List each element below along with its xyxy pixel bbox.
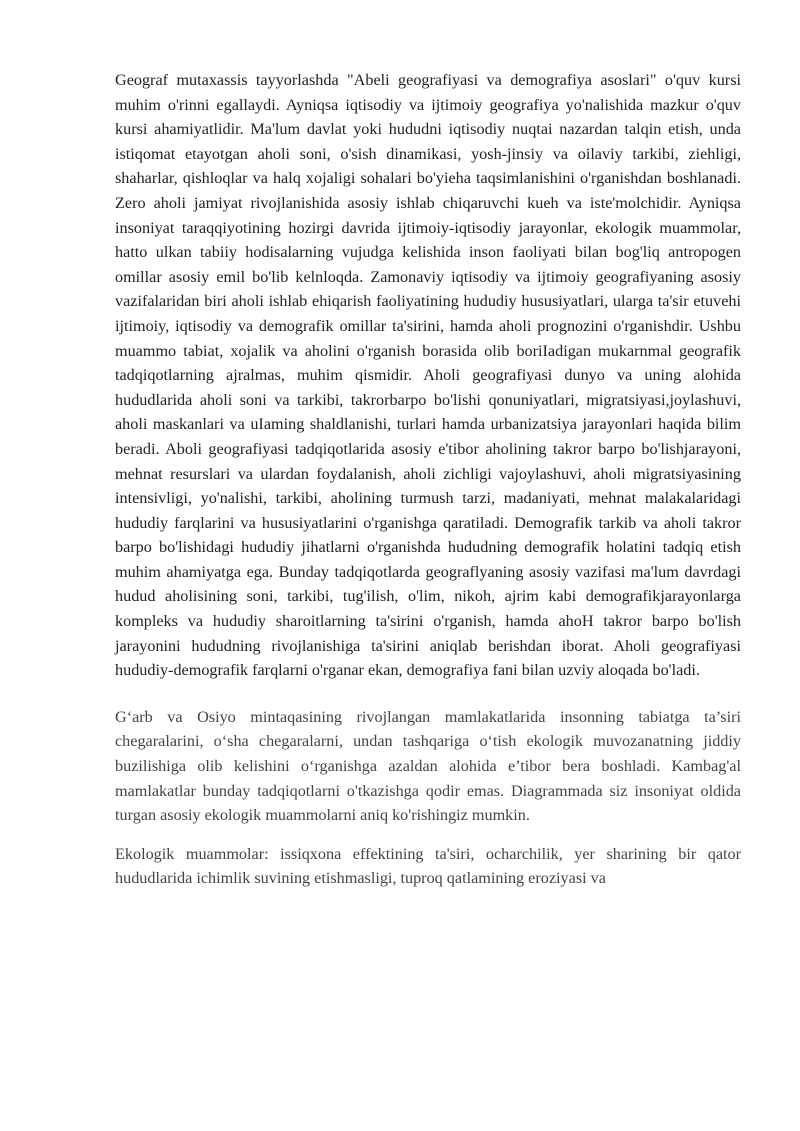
paragraph-population-geography: Geograf mutaxassis tayyorlashda "Abeli geografiyasi va demografiya asoslari" o'quv kursi muhim o'rinni egallaydi. Ayniqsa iqtisodiy va ijtimoiy geografiya yo'nalishida mazkur o'quv kursi ahamiyatlidir. Ma'lum davlat yoki hududni iqtisodiy nuqtai nazardan talqin etish, unda istiqomat etayotgan aholi soni, o'sish dinamikasi, yosh-jinsiy va oilaviy tarkibi, ziehligi, shaharlar, qishloqlar va halq xojaligi sohalari bo'yieha taqsimlanishini o'rganishdan boshlanadi. Zero aholi jamiyat rivojlanishida asosiy ishlab chiqaruvchi kueh va iste'molchidir. Ayniqsa insoniyat taraqqiyotining hozirgi davrida ijtimoiy-iqtisodiy jarayonlar, ekologik muammolar, hatto ulkan tabiiy hodisalarning vujudga kelishida inson faoliyati bilan bog'liq antropogen omillar asosiy emil bo'lib kelnloqda. Zamonaviy iqtisodiy va ijtimoiy geografiyaning asosiy vazifalaridan biri aholi ishlab ehiqarish faoliyatining hududiy hususiyatlari, ularga ta'sir etuvehi ijtimoiy, iqtisodiy va demografik omillar ta'sirini, hamda aholi prognozini o'rganishdir. Ushbu muammo tabiat, xojalik va aholini o'rganish borasida olib boriIadigan mukarnmal geografik tadqiqotlarning ajralmas, muhim qismidir. Aholi geografiyasi dunyo va uning alohida hududlarida aholi soni va tarkibi, takrorbarpo bo'lishi qonuniyatlari, migratsiyasi,joylashuvi, aholi maskanlari va uIaming shaldlanishi, turlari hamda urbanizatsiya jarayonlari haqida bilim beradi. Aboli geografiyasi tadqiqotlarida asosiy e'tibor aholining takror barpo bo'lishjarayoni, mehnat resurslari va ulardan foydalanish, aholi zichligi vajoylashuvi, aholi migratsiyasining intensivligi, yo'nalishi, tarkibi, aholining turmush tarzi, madaniyati, mehnat malakalaridagi hududiy farqlarini va hususiyatlarini o'rganishga qaratiladi. Demografik tarkib va aholi takror barpo bo'lishidagi hududiy jihatlarni o'rganishda hududning demografik holatini tadqiq etish muhim ahamiyatga ega. Bunday tadqiqotlarda geograflyaning asosiy vazifasi ma'lum davrdagi hudud aholisining soni, tarkibi, tug'ilish, o'lim, nikoh, ajrim kabi demografikjarayonlarga kompleks va hududiy sharoitlarning ta'sirini o'rganish, hamda ahoH takror barpo bo'lish jarayonini hududning rivojlanishiga ta'sirini aniqlab berishdan iborat. Aholi geografiyasi hududiy-demografik farqlarni o'rganar ekan, demografiya fani bilan uzviy aloqada bo'ladi.	[115, 71, 741, 680]
document-page	[115, 68, 741, 891]
paragraph-ecological-problems: Ekologik muammolar: issiqxona effektining ta'siri, ocharchilik, yer sharining bir qator hududlarida ichimlik suvining etishmasligi, tuproq qatlamining eroziyasi va	[115, 844, 741, 888]
paragraph-ecological-balance: G‘arb va Osiyo mintaqasining rivojlangan mamlakatlarida insonning tabiatga ta’siri chegaralarini, o‘sha chegaralarni, undan tashqariga o‘tish ekologik muvozanatning jiddiy buzilishiga olib kelishini o‘rganishga azaldan alohida e’tibor bera boshladi. Kambag'al mamlakatlar bunday tadqiqotlarni o'tkazishga qodir emas. Diagrammada siz insoniyat oldida turgan asosiy ekologik muammolarni aniq ko'rishingiz mumkin.	[115, 707, 741, 825]
